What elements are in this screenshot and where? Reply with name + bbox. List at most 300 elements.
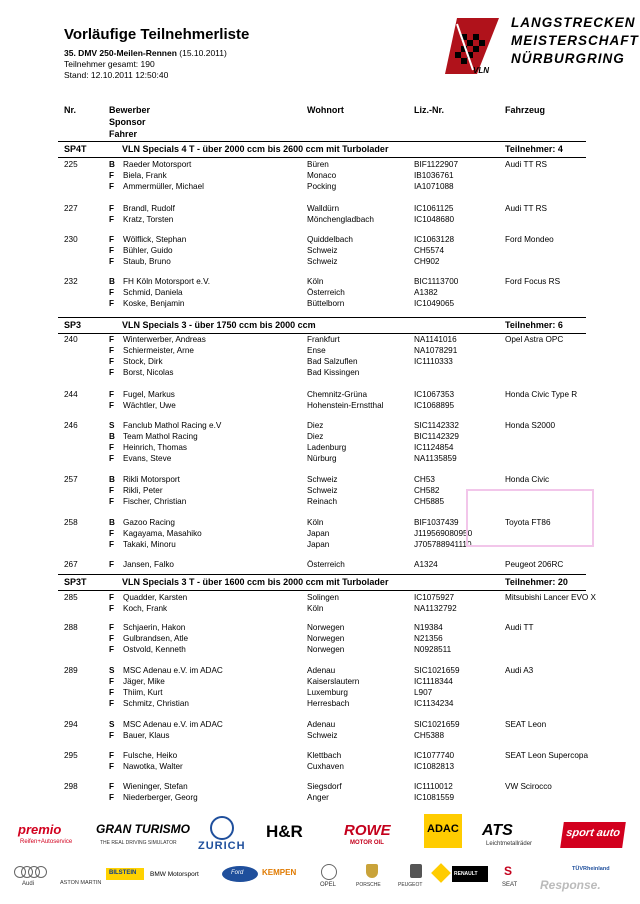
- response-watermark: Response.: [540, 878, 601, 892]
- gt-sub: THE REAL DRIVING SIMULATOR: [100, 840, 177, 846]
- license-number: CH5885: [414, 497, 445, 506]
- hometown: Herresbach: [307, 699, 350, 708]
- role-code: F: [109, 257, 115, 266]
- role-code: F: [109, 604, 115, 613]
- peugeot-text: PEUGEOT: [398, 882, 423, 888]
- aston-martin-logo: ASTON MARTIN: [60, 880, 102, 886]
- start-number: 225: [64, 160, 78, 169]
- role-code: F: [109, 182, 115, 191]
- entrant-name: Thiim, Kurt: [123, 688, 163, 697]
- table-row: [64, 761, 584, 772]
- license-number: BIC1113700: [414, 277, 459, 286]
- entrant-name: Schiermeister, Arne: [123, 346, 194, 355]
- vehicle: Audi TT RS: [505, 204, 548, 213]
- vehicle: Opel Astra OPC: [505, 335, 564, 344]
- role-code: F: [109, 299, 115, 308]
- rowe-logo: [342, 822, 412, 852]
- entrant-name: Takaki, Minoru: [123, 540, 176, 549]
- porsche-crest-icon: [366, 864, 378, 878]
- role-code: B: [109, 277, 115, 286]
- role-code: F: [109, 486, 115, 495]
- role-code: F: [109, 623, 115, 632]
- entrant-name: Koske, Benjamin: [123, 299, 185, 308]
- entrant-name: Nawotka, Walter: [123, 762, 183, 771]
- event-line: [64, 48, 249, 59]
- col-fahrer: Fahrer: [109, 129, 138, 139]
- seat-logo: [496, 864, 530, 892]
- table-row: [64, 367, 584, 378]
- license-number: IC1049065: [414, 299, 455, 308]
- vln-badge: VLN: [473, 66, 489, 75]
- start-number: 295: [64, 751, 78, 760]
- vehicle: Audi TT RS: [505, 160, 548, 169]
- hometown: Bad Salzuflen: [307, 357, 358, 366]
- hometown: Klettbach: [307, 751, 342, 760]
- class-name: VLN Specials 4 T - über 2000 ccm bis 2600 ccm mit Turbolader: [122, 144, 389, 154]
- start-number: 246: [64, 421, 78, 430]
- table-row: [64, 356, 584, 367]
- col-fahrzeug: Fahrzeug: [505, 105, 546, 115]
- license-number: IC1110333: [414, 357, 453, 366]
- table-row: [64, 245, 584, 256]
- role-code: F: [109, 401, 115, 410]
- role-code: F: [109, 454, 115, 463]
- hometown: Diez: [307, 432, 324, 441]
- table-row: [64, 334, 584, 345]
- license-number: IC1067353: [414, 390, 455, 399]
- license-number: BIF1122907: [414, 160, 459, 169]
- hometown: Mönchengladbach: [307, 215, 374, 224]
- role-code: F: [109, 731, 115, 740]
- hometown: Kaiserslautern: [307, 677, 360, 686]
- license-number: SIC1021659: [414, 666, 460, 675]
- class-header: [58, 144, 586, 156]
- hometown: Österreich: [307, 560, 345, 569]
- hometown: Büttelborn: [307, 299, 345, 308]
- entrant-name: Kagayama, Masahiko: [123, 529, 202, 538]
- table-row: [64, 159, 584, 170]
- hometown: Köln: [307, 604, 324, 613]
- class-code: SP4T: [64, 144, 87, 154]
- peugeot-lion-icon: [410, 864, 422, 878]
- table-row: [64, 345, 584, 356]
- entrant-name: Fanclub Mathol Racing e.V: [123, 421, 222, 430]
- hometown: Schweiz: [307, 257, 338, 266]
- renault-logo: [452, 866, 488, 882]
- vehicle: Mitsubishi Lancer EVO X: [505, 593, 597, 602]
- entrant-name: Stock, Dirk: [123, 357, 163, 366]
- table-row: [64, 256, 584, 267]
- gran-turismo-logo: [96, 822, 190, 850]
- entrant-name: Team Mathol Racing: [123, 432, 198, 441]
- entrant-name: Kratz, Torsten: [123, 215, 174, 224]
- table-row: [64, 592, 597, 603]
- renault-diamond-icon: [431, 863, 451, 883]
- start-number: 240: [64, 335, 78, 344]
- entrant-name: Brandl, Rudolf: [123, 204, 175, 213]
- entrant-name: Staub, Bruno: [123, 257, 171, 266]
- license-number: IC1118344: [414, 677, 453, 686]
- role-code: F: [109, 390, 115, 399]
- role-code: F: [109, 171, 115, 180]
- bmw-motorsport-logo: BMW Motorsport: [150, 871, 199, 878]
- license-number: IC1063128: [414, 235, 455, 244]
- hometown: Luxemburg: [307, 688, 348, 697]
- hometown: Adenau: [307, 666, 336, 675]
- start-number: 257: [64, 475, 78, 484]
- table-row: [64, 676, 584, 687]
- kempen-logo: KEMPEN: [262, 868, 297, 877]
- class-count: Teilnehmer: 6: [505, 320, 563, 330]
- table-row: [64, 622, 584, 633]
- start-number: 267: [64, 560, 78, 569]
- zurich-text: ZURICH: [198, 840, 246, 852]
- start-number: 227: [64, 204, 78, 213]
- license-number: NA1078291: [414, 346, 458, 355]
- class-count: Teilnehmer: 4: [505, 144, 563, 154]
- entrant-name: Jansen, Falko: [123, 560, 174, 569]
- role-code: F: [109, 540, 115, 549]
- role-code: F: [109, 204, 115, 213]
- hometown: Reinach: [307, 497, 338, 506]
- vehicle: Honda S2000: [505, 421, 556, 430]
- table-row: [64, 276, 584, 287]
- license-number: J705788941110: [414, 540, 472, 549]
- role-code: F: [109, 497, 115, 506]
- license-number: IC1075927: [414, 593, 455, 602]
- entrant-name: Bauer, Klaus: [123, 731, 170, 740]
- col-wohnort: Wohnort: [307, 105, 344, 115]
- entrant-name: Gulbrandsen, Atle: [123, 634, 189, 643]
- license-number: IB1036761: [414, 171, 454, 180]
- hometown: Ense: [307, 346, 326, 355]
- entrant-name: Raeder Motorsport: [123, 160, 192, 169]
- entrant-name: Heinrich, Thomas: [123, 443, 188, 452]
- entrant-name: Schjaerin, Hakon: [123, 623, 186, 632]
- page-title: Vorläufige Teilnehmerliste: [64, 26, 250, 43]
- entrant-name: Biela, Frank: [123, 171, 167, 180]
- table-row: [64, 644, 584, 655]
- entrant-name: Evans, Steve: [123, 454, 172, 463]
- hometown: Adenau: [307, 720, 336, 729]
- bilstein-text: BILSTEIN: [109, 870, 137, 876]
- sportauto-text: sport auto: [565, 827, 621, 839]
- start-number: 244: [64, 390, 78, 399]
- hometown: Diez: [307, 421, 324, 430]
- table-row: [64, 287, 584, 298]
- hometown: Quiddelbach: [307, 235, 353, 244]
- seat-s-icon: S: [504, 864, 513, 878]
- hometown: Monaco: [307, 171, 337, 180]
- role-code: F: [109, 215, 115, 224]
- role-code: F: [109, 529, 115, 538]
- entrant-name: Ostvold, Kenneth: [123, 645, 186, 654]
- license-number: L907: [414, 688, 433, 697]
- role-code: B: [109, 518, 115, 527]
- vehicle: Ford Mondeo: [505, 235, 554, 244]
- highlight-box: [466, 489, 594, 547]
- table-row: [64, 298, 584, 309]
- role-code: F: [109, 368, 115, 377]
- premio-text: premio: [18, 822, 62, 837]
- rule-line: [58, 141, 586, 142]
- vehicle: VW Scirocco: [505, 782, 552, 791]
- role-code: S: [109, 421, 115, 430]
- ats-sub: Leichtmetallräder: [486, 841, 533, 847]
- table-row: [64, 431, 584, 442]
- class-header: [58, 577, 586, 589]
- logo-line-3: NÜRBURGRING: [511, 51, 625, 66]
- entrant-name: Fischer, Christian: [123, 497, 187, 506]
- table-row: [64, 389, 584, 400]
- logo-text: [511, 14, 639, 68]
- role-code: F: [109, 357, 115, 366]
- hometown: Schweiz: [307, 475, 338, 484]
- vehicle: SEAT Leon: [505, 720, 547, 729]
- hometown: Japan: [307, 540, 330, 549]
- rowe-text: ROWE: [344, 822, 391, 839]
- adac-logo: [424, 814, 462, 848]
- class-header: [58, 320, 586, 332]
- tuv-logo: TÜVRheinland: [572, 866, 610, 872]
- ford-text: Ford: [231, 870, 244, 876]
- license-number: CH582: [414, 486, 440, 495]
- entrant-name: Fulsche, Heiko: [123, 751, 178, 760]
- license-number: J119569080950: [414, 529, 473, 538]
- class-count: Teilnehmer: 20: [505, 577, 568, 587]
- table-row: [64, 453, 584, 464]
- entrant-name: Bühler, Guido: [123, 246, 173, 255]
- license-number: IA1071088: [414, 182, 454, 191]
- hometown: Schweiz: [307, 486, 338, 495]
- start-number: 289: [64, 666, 78, 675]
- table-row: [64, 203, 584, 214]
- license-number: IC1110012: [414, 782, 453, 791]
- entrant-name: Schmitz, Christian: [123, 699, 189, 708]
- license-number: IC1068895: [414, 401, 455, 410]
- col-nr: Nr.: [64, 105, 77, 115]
- opel-logo: [318, 864, 340, 892]
- hometown: Cuxhaven: [307, 762, 344, 771]
- hometown: Schweiz: [307, 246, 338, 255]
- license-number: A1324: [414, 560, 438, 569]
- table-row: [64, 603, 584, 614]
- class-code: SP3: [64, 320, 82, 330]
- role-code: B: [109, 432, 115, 441]
- entrant-name: Wölflick, Stephan: [123, 235, 187, 244]
- entrant-name: Jäger, Mike: [123, 677, 165, 686]
- premio-logo: [14, 822, 82, 850]
- porsche-logo: [356, 864, 392, 892]
- role-code: F: [109, 593, 115, 602]
- rowe-sub: MOTOR OIL: [350, 840, 384, 846]
- audi-logo: [14, 866, 54, 892]
- license-number: IC1081559: [414, 793, 455, 802]
- entrant-name: Fugel, Markus: [123, 390, 175, 399]
- opel-icon: [321, 864, 337, 880]
- rule-line: [58, 317, 586, 318]
- table-row: [64, 730, 584, 741]
- table-row: [64, 665, 584, 676]
- license-number: N19384: [414, 623, 443, 632]
- entrant-name: Quadder, Karsten: [123, 593, 188, 602]
- timestamp: Stand: 12.10.2011 12:50:40: [64, 70, 169, 80]
- sponsor-bar: [0, 810, 640, 904]
- license-number: IC1061125: [414, 204, 454, 213]
- bilstein-logo: [106, 868, 144, 880]
- hometown: Norwegen: [307, 634, 345, 643]
- start-number: 298: [64, 782, 78, 791]
- entrant-name: FH Köln Motorsport e.V.: [123, 277, 211, 286]
- table-row: [64, 633, 584, 644]
- entrant-name: Ammermüller, Michael: [123, 182, 204, 191]
- table-row: [64, 234, 584, 245]
- start-number: 232: [64, 277, 78, 286]
- vehicle: Audi TT: [505, 623, 534, 632]
- vehicle: Honda Civic: [505, 475, 550, 484]
- hometown: Chemnitz-Grüna: [307, 390, 368, 399]
- hometown: Japan: [307, 529, 330, 538]
- event-date: (15.10.2011): [179, 48, 227, 58]
- hr-logo: H&R: [266, 822, 303, 841]
- license-number: CH902: [414, 257, 440, 266]
- role-code: F: [109, 699, 115, 708]
- role-code: F: [109, 762, 115, 771]
- hometown: Anger: [307, 793, 329, 802]
- table-row: [64, 750, 588, 761]
- table-row: [64, 181, 584, 192]
- license-number: NA1132792: [414, 604, 457, 613]
- class-name: VLN Specials 3 T - über 1600 ccm bis 2000 ccm mit Turbolader: [122, 577, 389, 587]
- hometown: Norwegen: [307, 623, 345, 632]
- table-row: [64, 559, 584, 570]
- entrant-name: Rikli Motorsport: [123, 475, 180, 484]
- class-name: VLN Specials 3 - über 1750 ccm bis 2000 ccm: [122, 320, 316, 330]
- license-number: IC1134234: [414, 699, 454, 708]
- vehicle: Peugeot 206RC: [505, 560, 564, 569]
- seat-text: SEAT: [502, 882, 518, 888]
- hometown: Norwegen: [307, 645, 345, 654]
- hometown: Siegsdorf: [307, 782, 342, 791]
- rule-line: [58, 157, 586, 158]
- start-number: 258: [64, 518, 78, 527]
- license-number: SIC1142332: [414, 421, 459, 430]
- hometown: Solingen: [307, 593, 339, 602]
- license-number: A1382: [414, 288, 438, 297]
- license-number: IC1082813: [414, 762, 455, 771]
- license-number: N21356: [414, 634, 443, 643]
- role-code: B: [109, 160, 115, 169]
- license-number: IC1077740: [414, 751, 455, 760]
- role-code: S: [109, 666, 115, 675]
- vehicle: Honda Civic Type R: [505, 390, 578, 399]
- license-number: NA1141016: [414, 335, 457, 344]
- vehicle: Audi A3: [505, 666, 534, 675]
- role-code: F: [109, 751, 115, 760]
- start-number: 230: [64, 235, 78, 244]
- opel-text: OPEL: [320, 882, 337, 888]
- zurich-icon: [210, 816, 234, 840]
- hometown: Österreich: [307, 288, 345, 297]
- entrant-name: Schmid, Daniela: [123, 288, 183, 297]
- table-row: [64, 400, 584, 411]
- license-number: SIC1021659: [414, 720, 460, 729]
- entrant-name: Rikli, Peter: [123, 486, 163, 495]
- license-number: IC1124854: [414, 443, 454, 452]
- table-row: [64, 698, 584, 709]
- logo-line-2: MEISTERSCHAFT: [511, 33, 639, 48]
- vln-logo: [437, 14, 639, 84]
- logo-line-1: LANGSTRECKEN: [511, 15, 636, 30]
- peugeot-logo: [398, 864, 434, 892]
- table-row: [64, 719, 584, 730]
- total-entrants: Teilnehmer gesamt: 190: [64, 59, 155, 69]
- entrant-name: Niederberger, Georg: [123, 793, 198, 802]
- hometown: Walldürn: [307, 204, 340, 213]
- role-code: F: [109, 246, 115, 255]
- hometown: Schweiz: [307, 731, 338, 740]
- zurich-logo: [196, 816, 256, 854]
- table-row: [64, 420, 584, 431]
- hometown: Hohenstein-Ernstthal: [307, 401, 384, 410]
- role-code: F: [109, 443, 115, 452]
- porsche-text: PORSCHE: [356, 882, 381, 888]
- rule-line: [58, 590, 586, 591]
- hometown: Bad Kissingen: [307, 368, 360, 377]
- table-row: [64, 474, 584, 485]
- event-name: 35. DMV 250-Meilen-Rennen: [64, 48, 177, 58]
- role-code: F: [109, 235, 115, 244]
- role-code: F: [109, 688, 115, 697]
- role-code: F: [109, 346, 115, 355]
- license-number: N0928511: [414, 645, 452, 654]
- license-number: IC1048680: [414, 215, 455, 224]
- role-code: F: [109, 288, 115, 297]
- license-number: CH5388: [414, 731, 445, 740]
- col-liz: Liz.-Nr.: [414, 105, 445, 115]
- start-number: 288: [64, 623, 78, 632]
- entrant-name: Wieninger, Stefan: [123, 782, 188, 791]
- license-number: CH53: [414, 475, 435, 484]
- hometown: Nürburg: [307, 454, 337, 463]
- hometown: Ladenburg: [307, 443, 347, 452]
- role-code: S: [109, 720, 115, 729]
- table-row: [64, 687, 584, 698]
- table-row: [64, 792, 584, 803]
- class-code: SP3T: [64, 577, 87, 587]
- role-code: F: [109, 634, 115, 643]
- audi-text: Audi: [22, 881, 35, 887]
- role-code: F: [109, 793, 115, 802]
- audi-ring-icon: [35, 866, 47, 878]
- rule-line: [58, 574, 586, 575]
- role-code: F: [109, 560, 115, 569]
- renault-text: RENAULT: [454, 871, 478, 877]
- entrant-name: Gazoo Racing: [123, 518, 175, 527]
- entrant-name: Wächtler, Uwe: [123, 401, 176, 410]
- hometown: Büren: [307, 160, 329, 169]
- col-sponsor: Sponsor: [109, 117, 146, 127]
- role-code: F: [109, 782, 115, 791]
- premio-sub: Reifen+Autoservice: [20, 839, 73, 845]
- license-number: CH5574: [414, 246, 445, 255]
- ford-logo: [222, 866, 258, 882]
- vehicle: Ford Focus RS: [505, 277, 561, 286]
- document-header: [64, 26, 249, 81]
- role-code: F: [109, 645, 115, 654]
- license-number: BIF1037439: [414, 518, 459, 527]
- ats-logo: [476, 822, 546, 852]
